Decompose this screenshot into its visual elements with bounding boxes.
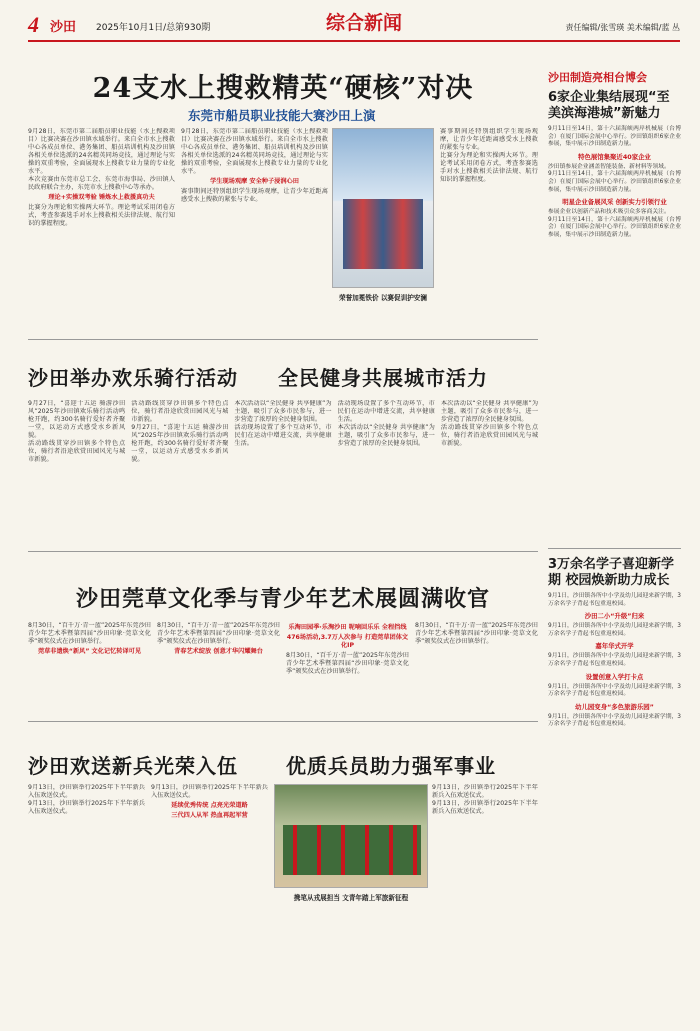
rescue-paragraph: 赛事期间还特别组织学生现场观摩，让青少年近距离感受水上搜救的紧张与专业。 <box>440 128 538 151</box>
editor-credit: 责任编辑/张雪瑛 美术编辑/蓝 丛 <box>565 23 680 32</box>
expo-paragraph: 9月11日至14日，第十六届海峡两岸机械展（台博会）在厦门国际会展中心举行。沙田镇组织6家企业参展，集中展示沙田制造新力量。 <box>548 216 681 238</box>
rescue-body-right <box>440 128 538 333</box>
expo-paragraph: 参展企业以创新产品和技术吸引众多客商关注。 <box>548 209 670 216</box>
recruit-paragraph: 9月13日，沙田镇举行2025年下半年新兵入伍欢送仪式。 <box>151 784 268 799</box>
headline-recruits: 沙田欢送新兵光荣入伍 <box>28 754 238 778</box>
subheadline-rescue: 东莞市船员职业技能大赛沙田上演 <box>188 108 376 123</box>
cycling-paragraph: 活动路线贯穿沙田镇多个特色点位，骑行者沿途欣赏田园风光与城市新貌。 <box>28 440 126 463</box>
fitness-paragraph: 活动路线贯穿沙田镇多个特色点位，骑行者沿途欣赏田园风光与城市新貌。 <box>440 424 539 447</box>
fitness-paragraph: 活动现场设置了多个互动环节，市民们在运动中增进交流，共享健康生活。 <box>234 424 332 447</box>
school-section-head: 沙田二小“升级”归来 <box>584 612 645 621</box>
fitness-paragraph: 本次活动以“全民健身 共享健康”为主题，吸引了众多市民参与，进一步营造了浓厚的全民健身氛围。 <box>234 400 332 423</box>
recruit-paragraph: 9月13日，沙田镇举行2025年下半年新兵入伍欢送仪式。 <box>28 784 145 799</box>
school-section-head: 设置创意入学打卡点 <box>585 672 644 681</box>
military-body <box>432 784 538 1020</box>
story-school <box>548 548 681 729</box>
cycling-paragraph: 活动路线贯穿沙田镇多个特色点位，骑行者沿途欣赏田园风光与城市新貌。 <box>131 400 229 423</box>
section-title: 综合新闻 <box>298 8 430 35</box>
masthead <box>28 12 680 42</box>
rescue-paragraph: 9月28日，东莞市第二届船员职业技能（水上搜救项目）比赛决赛在沙田镇水域举行。来自全市水上搜救中心各成员单位、港务集团、船员培训机构及沙田镇各相关单位选派的24名精英同场竞技，通过理论与实操的双重考验，全面展现水上搜救专业力量的专业化水平。 <box>181 128 328 175</box>
expo-paragraph: 9月11日至14日，第十六届海峡两岸机械展（台博会）在厦门国际会展中心举行。沙田镇组织6家企业参展，集中展示沙田制造新力量。 <box>548 171 681 193</box>
recruit-section-head: 三代四人从军 热血再起军营 <box>171 812 248 819</box>
recruit-section-head: 延续优秀传统 点亮光荣道路 <box>171 802 248 809</box>
photo-caption-rescue: 荣誉加冕铁价 以赛促训护安澜 <box>338 294 427 302</box>
grass-section-head: 乐淘田园季·乐淘沙田 呢喃回乐乐 全程挡线 <box>288 624 407 631</box>
issue-date: 2025年10月1日/总第930期 <box>96 23 211 33</box>
rescue-paragraph: 本次竞赛由东莞市总工会、东莞市海事局、沙田镇人民政府联合主办，东莞市水上搜救中心等承办。 <box>28 176 175 191</box>
headline-expo: 6家企业集结展现“至美滨海港城”新魅力 <box>548 90 670 121</box>
expo-section-head: 特色展馆集聚近40家企业 <box>578 152 651 161</box>
photo-recruits <box>274 784 428 888</box>
grass-paragraph: 8月30日，“百千万·青一蓝”2025年东莞沙田青少年艺术季暨第四届“沙田印象·莞草文化季”颁奖仪式在沙田镇举行。 <box>157 622 280 645</box>
headline-school: 3万余名学子喜迎新学期 校园焕新助力成长 <box>548 557 675 588</box>
military-paragraph: 9月13日，沙田镇举行2025年下半年新兵入伍欢送仪式。 <box>432 784 538 799</box>
headline-rescue: 24支水上搜救精英“硬核”对决 <box>92 73 474 104</box>
expo-paragraph: 沙田镇参展企业涵盖智能装备、新材料等领域。 <box>548 163 670 170</box>
headline-fitness: 全民健身共展城市活力 <box>278 366 488 390</box>
grass-paragraph: 8月30日，“百千万·青一蓝”2025年东莞沙田青少年艺术季暨第四届“沙田印象·莞草文化季”颁奖仪式在沙田镇举行。 <box>415 622 538 645</box>
school-paragraph: 9月1日，沙田镇各所中小学及幼儿园迎来新学期，3万余名学子背起书包重返校园。 <box>548 653 681 667</box>
rescue-section-head: 理论+实操双考验 锤炼水上救援真功夫 <box>48 194 155 201</box>
story-cycling <box>28 340 538 552</box>
story-rescue <box>28 48 538 340</box>
grass-section-head: 莞草非遗焕“新风” 文化记忆转译可见 <box>37 648 142 655</box>
photo-caption-recruits: 携笔从戎展担当 文青年踏上军旅新征程 <box>293 894 409 902</box>
page-number: 4 <box>28 12 39 37</box>
school-section-head: 嘉年华式开学 <box>595 642 634 651</box>
school-paragraph: 9月1日，沙田镇各所中小学及幼儿园迎来新学期，3万余名学子背起书包重返校园。 <box>548 623 681 637</box>
expo-section-head: 明星企业备展风采 创新实力引领行业 <box>562 198 667 207</box>
school-paragraph: 9月1日，沙田镇各所中小学及幼儿园迎来新学期，3万余名学子背起书包重返校园。 <box>548 683 681 698</box>
headline-grass-culture: 沙田莞草文化季与青少年艺术展圆满收官 <box>75 586 490 612</box>
school-section-head: 幼儿园变身“多色旅游乐园” <box>575 702 654 711</box>
story-expo <box>548 70 681 240</box>
cycling-paragraph: 9月27日，“喜迎十五运 骑游沙田风”2025年沙田镇欢乐骑行活动鸣枪开跑，约300名骑行爱好者齐聚一堂，以运动方式感受水乡新风貌。 <box>131 424 229 463</box>
headline-cycling: 沙田举办欢乐骑行活动 <box>28 366 238 390</box>
grass-section-head: 476场活动,3.7万人次参与 打造莞草团体文化IP <box>286 634 409 649</box>
military-paragraph: 9月13日，沙田镇举行2025年下半年新兵入伍欢送仪式。 <box>432 800 538 815</box>
rescue-body <box>28 128 328 333</box>
fitness-paragraph: 本次活动以“全民健身 共享健康”为主题，吸引了众多市民参与，进一步营造了浓厚的全民健身氛围。 <box>440 400 539 423</box>
recruit-paragraph: 9月13日，沙田镇举行2025年下半年新兵入伍欢送仪式。 <box>28 800 145 815</box>
rescue-section-head: 学生现场观摩 安全种子浸润心田 <box>210 178 299 185</box>
cycling-paragraph: 9月27日，“喜迎十五运 骑游沙田风”2025年沙田镇欢乐骑行活动鸣枪开跑，约300名骑行爱好者齐聚一堂，以运动方式感受水乡新风貌。 <box>28 400 126 439</box>
cycling-body <box>28 400 538 545</box>
rescue-paragraph: 比赛分为理论和实操两大环节。理论考试采用闭卷方式，考查参赛选手对水上搜救相关法律法规、航行知识的掌握程度。 <box>440 152 538 183</box>
rescue-paragraph: 赛事期间还特别组织学生现场观摩，让青少年近距离感受水上搜救的紧张与专业。 <box>181 188 328 203</box>
expo-paragraph: 9月11日至14日，第十六届海峡两岸机械展（台博会）在厦门国际会展中心举行。沙田镇组织6家企业参展，集中展示沙田制造新力量。 <box>548 126 681 148</box>
grass-paragraph: 8月30日，“百千万·青一蓝”2025年东莞沙田青少年艺术季暨第四届“沙田印象·莞草文化季”颁奖仪式在沙田镇举行。 <box>286 652 409 675</box>
recruits-body <box>28 784 268 1020</box>
story-grass-culture <box>28 552 538 722</box>
grass-paragraph: 8月30日，“百千万·青一蓝”2025年东莞沙田青少年艺术季暨第四届“沙田印象·莞草文化季”颁奖仪式在沙田镇举行。 <box>28 622 151 645</box>
story-recruits <box>28 722 538 1022</box>
rescue-paragraph: 9月28日，东莞市第二届船员职业技能（水上搜救项目）比赛决赛在沙田镇水域举行。来自全市水上搜救中心各成员单位、港务集团、船员培训机构及沙田镇各相关单位选派的24名精英同场竞技，通过理论与实操的双重考验，全面展现水上搜救专业力量的专业化水平。 <box>28 128 175 175</box>
school-paragraph: 9月1日，沙田镇各所中小学及幼儿园迎来新学期，3万余名学子背起书包重返校园。 <box>548 713 681 728</box>
school-paragraph: 9月1日，沙田镇各所中小学及幼儿园迎来新学期，3万余名学子背起书包重返校园。 <box>548 593 681 607</box>
grass-section-head: 青春艺术绽放 创意才华闪耀舞台 <box>174 648 263 655</box>
rescue-paragraph: 比赛分为理论和实操两大环节。理论考试采用闭卷方式，考查参赛选手对水上搜救相关法律法规、航行知识的掌握程度。 <box>28 204 175 227</box>
photo-rescue-award <box>332 128 434 288</box>
newspaper-logo: 沙田 <box>50 20 77 35</box>
fitness-paragraph: 本次活动以“全民健身 共享健康”为主题，吸引了众多市民参与，进一步营造了浓厚的全民健身氛围。 <box>337 424 435 447</box>
fitness-paragraph: 活动现场设置了多个互动环节，市民们在运动中增进交流，共享健康生活。 <box>337 400 435 423</box>
expo-kicker: 沙田制造亮相台博会 <box>548 71 647 84</box>
grass-culture-body <box>28 622 538 717</box>
headline-military: 优质兵员助力强军事业 <box>286 754 496 778</box>
